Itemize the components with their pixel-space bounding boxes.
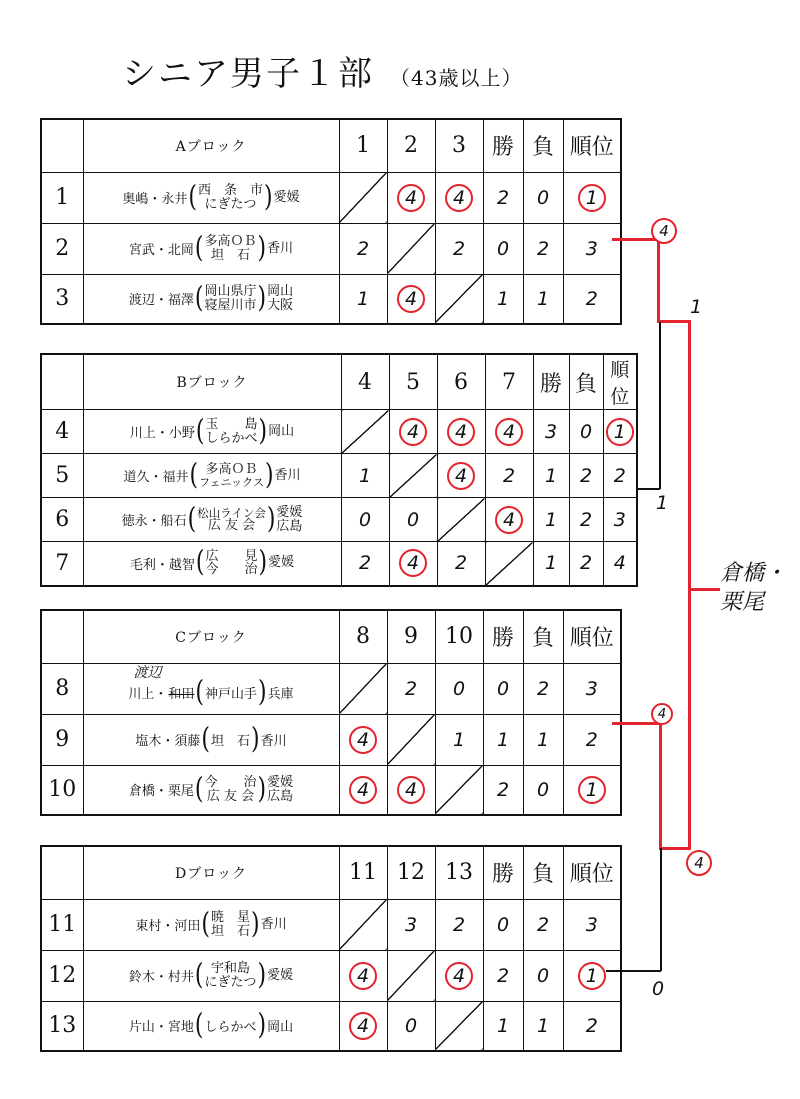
table-row [41,950,621,1001]
entry-number: 3 [41,274,83,324]
table-row [41,172,621,223]
rank-cell: 4 [603,542,637,586]
self-cell [339,663,387,714]
score-cell: 2 [341,542,389,586]
col-header: 1 [339,119,387,172]
wins-cell: 1 [533,542,569,586]
losses-cell: 2 [569,542,603,586]
champion-label: 倉橋・ 栗尾 [720,561,787,615]
score-cell: 0 [389,498,437,542]
entry-number: 2 [41,223,83,274]
entry-number: 13 [41,1001,83,1051]
table-row [41,663,621,714]
self-cell [389,454,437,498]
col-header: 10 [435,610,483,663]
rank-cell: 3 [563,223,621,274]
team-name: 渡辺・福澤 ( 岡山県庁 寝屋川市 ) 岡山 大阪 [83,274,339,324]
team-name: 渡辺 川上・ 和田 ( 神戸山手 ) 兵庫 [83,663,339,714]
self-cell [437,498,485,542]
rank-cell: 3 [603,498,637,542]
bracket-line [606,970,661,972]
block-name: Bブロック [83,354,341,410]
col-header: 4 [341,354,389,410]
team-name: 片山・宮地 ( しらかべ ) 岡山 [83,1001,339,1051]
table-row [41,542,637,586]
score-cell: 4 [387,765,435,815]
self-cell [485,542,533,586]
table-row [41,223,621,274]
col-header-win: 勝 [483,610,523,663]
entry-number: 9 [41,714,83,765]
table-row [41,498,637,542]
table-row [41,274,621,324]
losses-cell: 2 [523,663,563,714]
wins-cell: 3 [533,410,569,454]
col-header: 9 [387,610,435,663]
score-cell: 2 [437,542,485,586]
score-mark: 1 [656,492,669,514]
self-cell [341,410,389,454]
col-header-win: 勝 [533,354,569,410]
entry-number: 6 [41,498,83,542]
self-cell [435,765,483,815]
wins-cell: 1 [483,714,523,765]
score-cell: 4 [389,410,437,454]
entry-number: 11 [41,899,83,950]
team-name: 道久・福井 ( 多高ＯＢ フェニックス ) 香川 [83,454,341,498]
entry-number: 5 [41,454,83,498]
self-cell [387,223,435,274]
losses-cell: 1 [523,274,563,324]
score-cell: 4 [435,950,483,1001]
score-cell: 4 [339,765,387,815]
score-mark: 0 [652,978,665,1000]
wins-cell: 2 [483,950,523,1001]
self-cell [387,950,435,1001]
score-cell: 1 [339,274,387,324]
block-name: Dブロック [83,846,339,899]
score-cell: 4 [485,410,533,454]
wins-cell: 1 [483,274,523,324]
losses-cell: 2 [569,454,603,498]
col-header: 7 [485,354,533,410]
table-row [41,410,637,454]
entry-number: 4 [41,410,83,454]
block-d-table [40,845,622,1052]
col-header-loss: 負 [569,354,603,410]
rank-cell: 1 [563,765,621,815]
bracket-line [638,488,660,490]
table-row [41,899,621,950]
team-name: 徳永・船石 ( 松山ライン会 広 友 会 ) 愛媛 広島 [83,498,341,542]
score-cell: 4 [387,172,435,223]
rank-cell: 1 [563,950,621,1001]
table-row [41,1001,621,1051]
score-cell: 4 [339,950,387,1001]
losses-cell: 0 [523,765,563,815]
self-cell [339,899,387,950]
losses-cell: 0 [523,172,563,223]
entry-number: 1 [41,172,83,223]
score-cell: 2 [435,223,483,274]
rank-cell: 1 [563,172,621,223]
col-header-rank: 順位 [563,610,621,663]
rank-cell: 3 [563,899,621,950]
wins-cell: 0 [483,663,523,714]
rank-cell: 3 [563,663,621,714]
self-cell [435,1001,483,1051]
score-cell: 1 [341,454,389,498]
score-cell: 0 [341,498,389,542]
rank-cell: 2 [563,1001,621,1051]
entry-number: 12 [41,950,83,1001]
losses-cell: 1 [523,714,563,765]
losses-cell: 1 [523,1001,563,1051]
self-cell [339,172,387,223]
team-name: 塩木・須藤 ( 坦 石 ) 香川 [83,714,339,765]
bracket-line [660,848,662,971]
bracket-line [659,322,661,489]
block-name: Aブロック [83,119,339,172]
block-b-table [40,353,638,587]
handwritten-correction: 渡辺 [133,664,162,681]
score-cell: 4 [339,1001,387,1051]
col-header: 8 [339,610,387,663]
score-cell: 4 [485,498,533,542]
bracket-line [688,588,691,850]
col-header: 13 [435,846,483,899]
bracket-line [657,238,660,322]
entry-number: 7 [41,542,83,586]
page-subtitle: （43歳以上） [390,66,523,90]
score-cell: 4 [339,714,387,765]
table-row [41,454,637,498]
col-header-loss: 負 [523,119,563,172]
col-header-win: 勝 [483,119,523,172]
score-cell: 2 [339,223,387,274]
score-cell: 4 [389,542,437,586]
score-mark: 1 [690,296,703,318]
wins-cell: 1 [483,1001,523,1051]
col-header: 2 [387,119,435,172]
losses-cell: 2 [523,899,563,950]
team-name: 毛利・越智 ( 広 見 今 治 ) 愛媛 [83,542,341,586]
wins-cell: 1 [533,498,569,542]
team-name: 宮武・北岡 ( 多高ＯＢ 坦 石 ) 香川 [83,223,339,274]
losses-cell: 0 [523,950,563,1001]
score-cell: 4 [437,454,485,498]
page-title: シニア男子１部 （43歳以上） [122,54,523,94]
col-header-rank: 順位 [563,846,621,899]
rank-cell: 1 [603,410,637,454]
rank-cell: 2 [603,454,637,498]
wins-cell: 0 [483,899,523,950]
bracket-line [659,722,662,850]
losses-cell: 2 [569,498,603,542]
score-mark: 4 [686,850,712,876]
score-cell: 1 [435,714,483,765]
bracket-line [657,320,691,323]
entry-number: 10 [41,765,83,815]
block-a-table [40,118,622,325]
bracket-line [688,588,720,591]
entry-number: 8 [41,663,83,714]
wins-cell: 0 [483,223,523,274]
score-cell: 0 [387,1001,435,1051]
rank-cell: 2 [563,274,621,324]
score-cell: 4 [435,172,483,223]
wins-cell: 2 [483,172,523,223]
col-header: 5 [389,354,437,410]
col-header-rank: 順位 [563,119,621,172]
bracket-line [659,847,691,850]
score-cell: 2 [387,663,435,714]
wins-cell: 2 [483,765,523,815]
score-cell: 2 [435,899,483,950]
score-cell: 2 [485,454,533,498]
table-row [41,714,621,765]
col-header-loss: 負 [523,610,563,663]
col-header-rank: 順位 [603,354,637,410]
self-cell [435,274,483,324]
block-c-table [40,609,622,816]
wins-cell: 1 [533,454,569,498]
team-name: 東村・河田 ( 暁 星 坦 石 ) 香川 [83,899,339,950]
block-name: Cブロック [83,610,339,663]
bracket-line [688,320,691,590]
score-mark: 4 [651,703,673,725]
self-cell [387,714,435,765]
rank-cell: 2 [563,714,621,765]
col-header-win: 勝 [483,846,523,899]
col-header: 11 [339,846,387,899]
team-name: 川上・小野 ( 玉 島 しらかべ ) 岡山 [83,410,341,454]
team-name: 倉橋・栗尾 ( 今 治 広 友 会 ) 愛媛 広島 [83,765,339,815]
score-cell: 4 [387,274,435,324]
col-header: 3 [435,119,483,172]
score-cell: 0 [435,663,483,714]
col-header-loss: 負 [523,846,563,899]
score-cell: 4 [437,410,485,454]
losses-cell: 2 [523,223,563,274]
col-header: 6 [437,354,485,410]
col-header: 12 [387,846,435,899]
table-row [41,765,621,815]
losses-cell: 0 [569,410,603,454]
score-mark: 4 [651,218,677,244]
team-name: 奥嶋・永井 ( 西 条 市 にぎたつ ) 愛媛 [83,172,339,223]
team-name: 鈴木・村井 ( 宇和島 にぎたつ ) 愛媛 [83,950,339,1001]
score-cell: 3 [387,899,435,950]
